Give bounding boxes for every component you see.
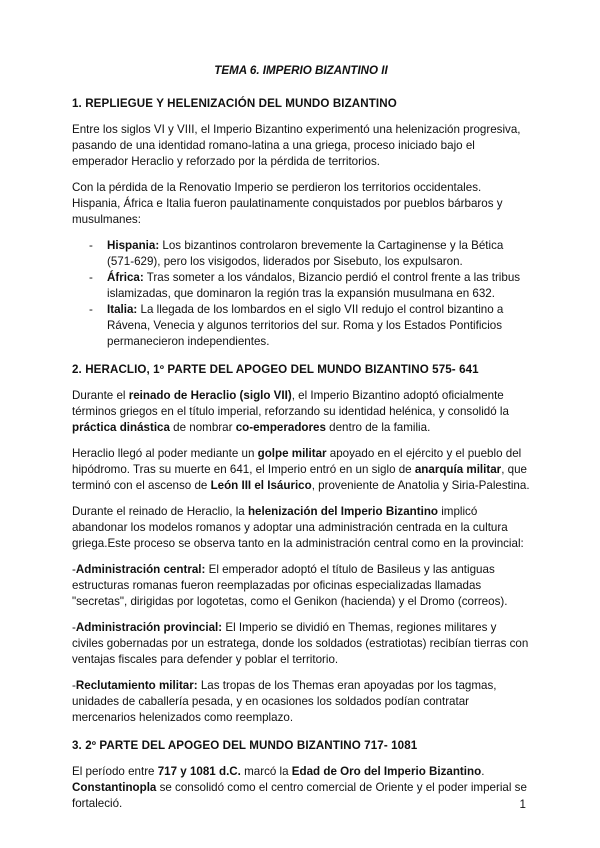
list-item-term: África: — [107, 271, 144, 284]
list-item — [72, 302, 530, 350]
central-administration-paragraph: -Administración central: El emperador adoptó el título de Basileus y las antiguas estructuras romanas fueron reemplazadas por oficinas especializadas llamadas "secretas", dirigidas por logotetas, como el Genikon (hacienda) y el Dromo (correos). — [72, 563, 508, 608]
territories-list — [72, 238, 530, 350]
list-item-text: Tras someter a los vándalos, Bizancio perdió el control frente a las tribus islamizadas, que dominaron la región tras la expansión musulmana en 632. — [107, 271, 521, 300]
list-item-text: Los bizantinos controlaron brevemente la Cartaginense y la Bética (571-629), pero los visigodos, liderados por Sisebuto, los expulsaron. — [107, 239, 504, 268]
section-2-paragraph-3: Durante el reinado de Heraclio, la helenización del Imperio Bizantino implicó abandonar los modelos romanos y adoptar una administración centrada en la cultura griega.Este proceso se observa tanto en la administración central como en la provincial: — [72, 505, 524, 550]
document-title: TEMA 6. IMPERIO BIZANTINO II — [214, 64, 388, 77]
section-1-paragraph-2: Con la pérdida de la Renovatio Imperio se perdieron los territorios occidentales. Hispania, África e Italia fueron paulatinamente conquistados por pueblos bárbaros y musulmanes: — [72, 181, 503, 226]
list-item-term: Hispania: — [107, 239, 160, 252]
section-3-paragraph-1: El período entre 717 y 1081 d.C. marcó la Edad de Oro del Imperio Bizantino. Constantinopla se consolidó como el centro comercial de Oriente y el poder imperial se fortaleció. — [72, 765, 527, 810]
page-number: 1 — [519, 798, 526, 811]
list-item-text: La llegada de los lombardos en el siglo VII redujo el control bizantino a Rávena, Venecia y algunos territorios del sur. Roma y los Estados Pontificios permanecieron independientes. — [107, 303, 504, 348]
section-3-heading: 3. 2º PARTE DEL APOGEO DEL MUNDO BIZANTINO 717- 1081 — [72, 739, 418, 752]
list-item-term: Italia: — [107, 303, 138, 316]
section-2-paragraph-2: Heraclio llegó al poder mediante un golpe militar apoyado en el ejército y el pueblo del hipódromo. Tras su muerte en 641, el Imperio entró en un siglo de anarquía militar, que terminó con el ascenso de León III el Isáurico, proveniente de Anatolia y Siria-Palestina. — [72, 447, 530, 492]
section-1-paragraph-1: Entre los siglos VI y VIII, el Imperio Bizantino experimentó una helenización progresiva, pasando de una identidad romano-latina a una griega, proceso iniciado bajo el emperador Heraclio y reforzado por la pérdida de territorios. — [72, 123, 521, 168]
military-recruitment-paragraph: -Reclutamiento militar: Las tropas de los Themas eran apoyadas por los tagmas, unidades de caballería pesada, y en ocasiones los soldados podían contratar mercenarios helenizados como reemplazo. — [72, 679, 497, 724]
list-item — [72, 270, 530, 302]
provincial-administration-paragraph: -Administración provincial: El Imperio se dividió en Themas, regiones militares y civiles gobernadas por un estratega, donde los soldados (estratiotas) recibían tierras con ventajas fiscales para defender y poblar el territorio. — [72, 621, 529, 666]
section-2-paragraph-1: Durante el reinado de Heraclio (siglo VII), el Imperio Bizantino adoptó oficialmente términos griegos en el título imperial, reforzando su identidad helénica, y consolidó la práctica dinástica de nombrar co-emperadores dentro de la familia. — [72, 389, 509, 434]
section-2-heading: 2. HERACLIO, 1º PARTE DEL APOGEO DEL MUNDO BIZANTINO 575- 641 — [72, 363, 479, 376]
list-item — [72, 238, 530, 270]
document-page — [72, 63, 530, 812]
section-1-heading: 1. REPLIEGUE Y HELENIZACIÓN DEL MUNDO BIZANTINO — [72, 97, 397, 110]
